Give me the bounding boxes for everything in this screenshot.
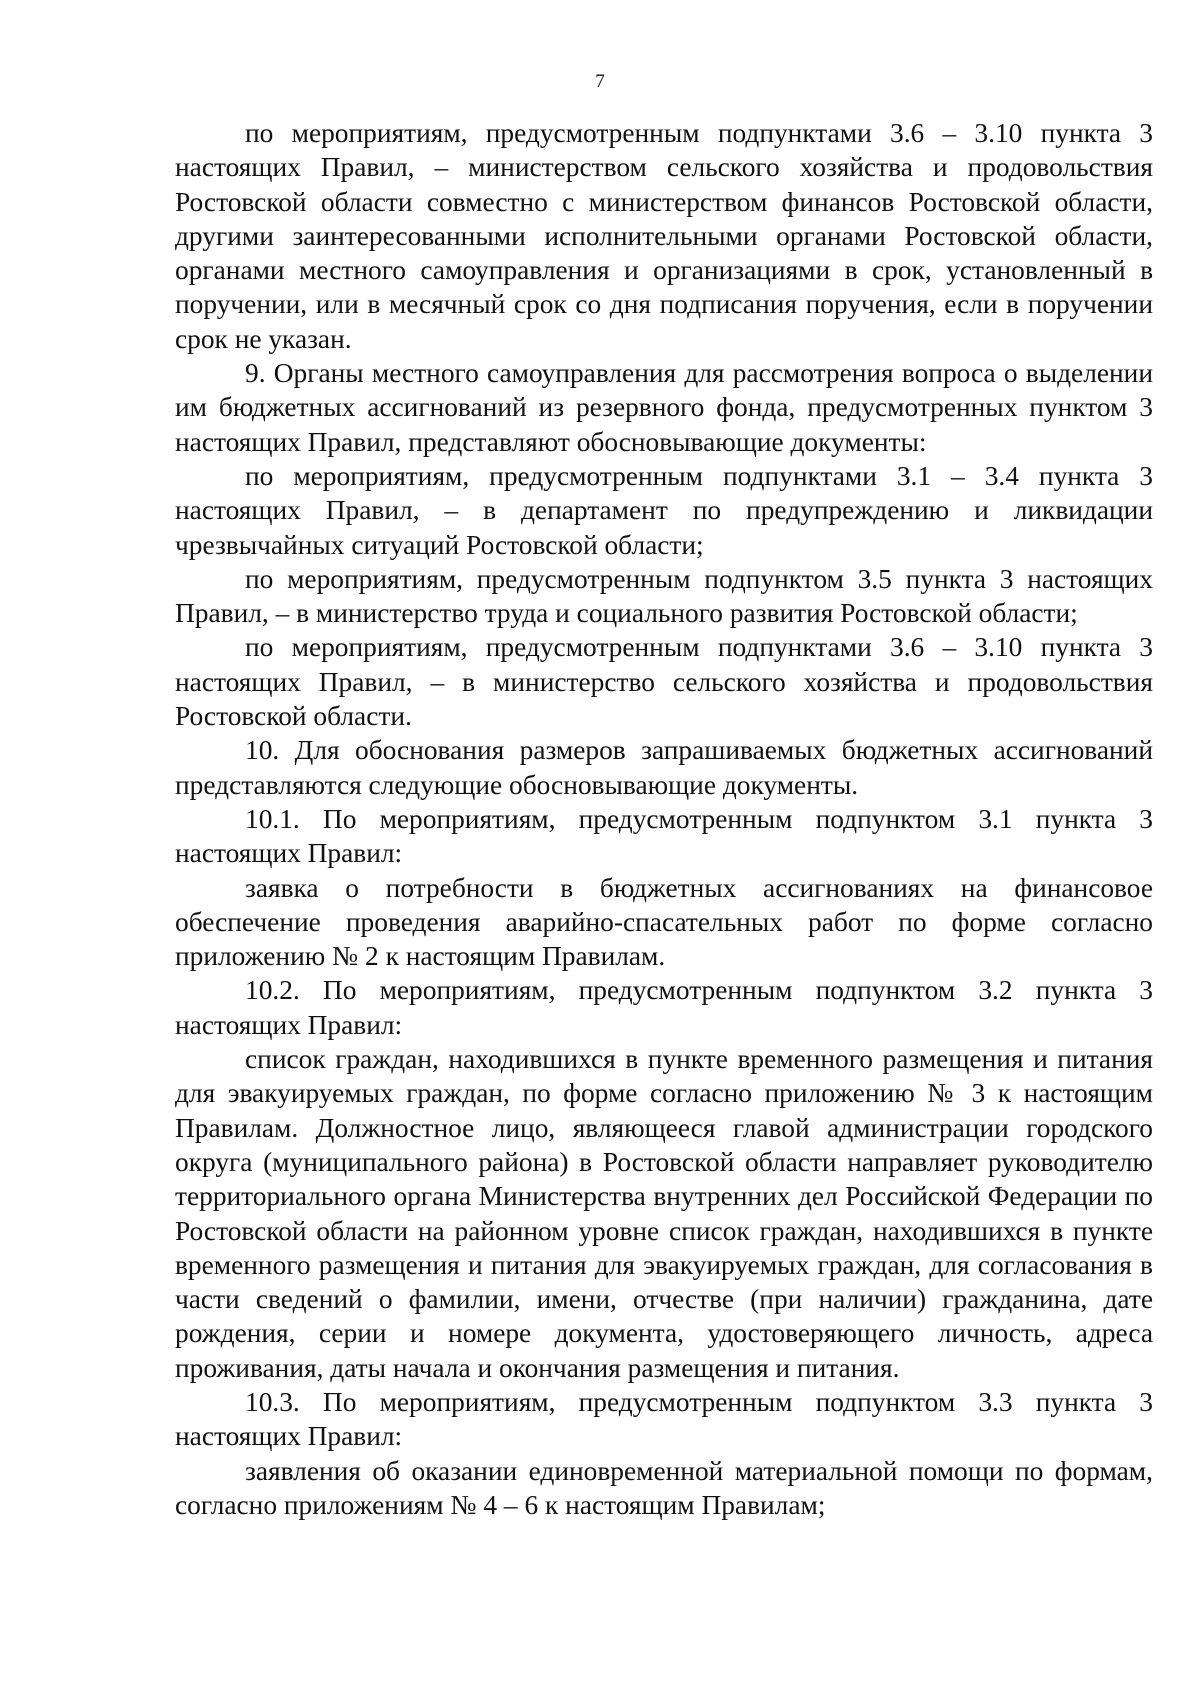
paragraph-aid-applications: заявления об оказании единовременной материальной помощи по формам, согласно приложениям № 4 – 6 к настоящим Правилам;: [175, 1455, 1153, 1520]
paragraph-section-10: 10. Для обоснования размеров запрашиваемых бюджетных ассигнований представляются следующие обосновывающие документы.: [175, 735, 1153, 800]
page-number: 7: [595, 71, 605, 92]
paragraph-request-form: заявка о потребности в бюджетных ассигнованиях на финансовое обеспечение проведения аварийно-спасательных работ по форме согласно приложению № 2 к настоящим Правилам.: [175, 872, 1153, 972]
paragraph-labor-ministry: по мероприятиям, предусмотренным подпунктом 3.5 пункта 3 настоящих Правил, – в министерство труда и социального развития Ростовской области;: [175, 563, 1153, 629]
paragraph-deadline-agriculture: по мероприятиям, предусмотренным подпунктами 3.6 – 3.10 пункта 3 настоящих Правил, – министерством сельского хозяйства и продовольствия Ростовской области совместно с министерством финансов Ростовской области, другими заинтересованными исполнительными органами Ростовской области, органами местного самоуправления и организациями в срок, установленный в поручении, или в месячный срок со дня подписания поручения, если в поручении срок не указан.: [175, 118, 1153, 354]
paragraph-agriculture-ministry: по мероприятиям, предусмотренным подпунктами 3.6 – 3.10 пункта 3 настоящих Правил, – в министерство сельского хозяйства и продовольствия Ростовской области.: [175, 632, 1153, 732]
paragraph-section-10-3: 10.3. По мероприятиям, предусмотренным подпунктом 3.3 пункта 3 настоящих Правил:: [175, 1386, 1153, 1452]
document-body: [175, 116, 1153, 1522]
paragraph-section-9: 9. Органы местного самоуправления для рассмотрения вопроса о выделении им бюджетных ассигнований из резервного фонда, предусмотренных пунктом 3 настоящих Правил, представляют обосновывающие документы:: [175, 358, 1153, 457]
paragraph-emergency-department: по мероприятиям, предусмотренным подпунктами 3.1 – 3.4 пункта 3 настоящих Правил, – в департамент по предупреждению и ликвидации чрезвычайных ситуаций Ростовской области;: [175, 460, 1153, 560]
paragraph-section-10-1: 10.1. По мероприятиям, предусмотренным подпунктом 3.1 пункта 3 настоящих Правил:: [175, 803, 1153, 869]
paragraph-citizens-list: список граждан, находившихся в пункте временного размещения и питания для эвакуируемых граждан, по форме согласно приложению № 3 к настоящим Правилам. Должностное лицо, являющееся главой администрации городского округа (муниципального района) в Ростовской области направляет руководителю территориального органа Министерства внутренних дел Российской Федерации по Ростовской области на районном уровне список граждан, находившихся в пункте временного размещения и питания для эвакуируемых граждан, для согласования в части сведений о фамилии, имени, отчестве (при наличии) гражданина, дате рождения, серии и номере документа, удостоверяющего личность, адреса проживания, даты начала и окончания размещения и питания.: [175, 1044, 1153, 1383]
paragraph-section-10-2: 10.2. По мероприятиям, предусмотренным подпунктом 3.2 пункта 3 настоящих Правил:: [175, 975, 1153, 1040]
